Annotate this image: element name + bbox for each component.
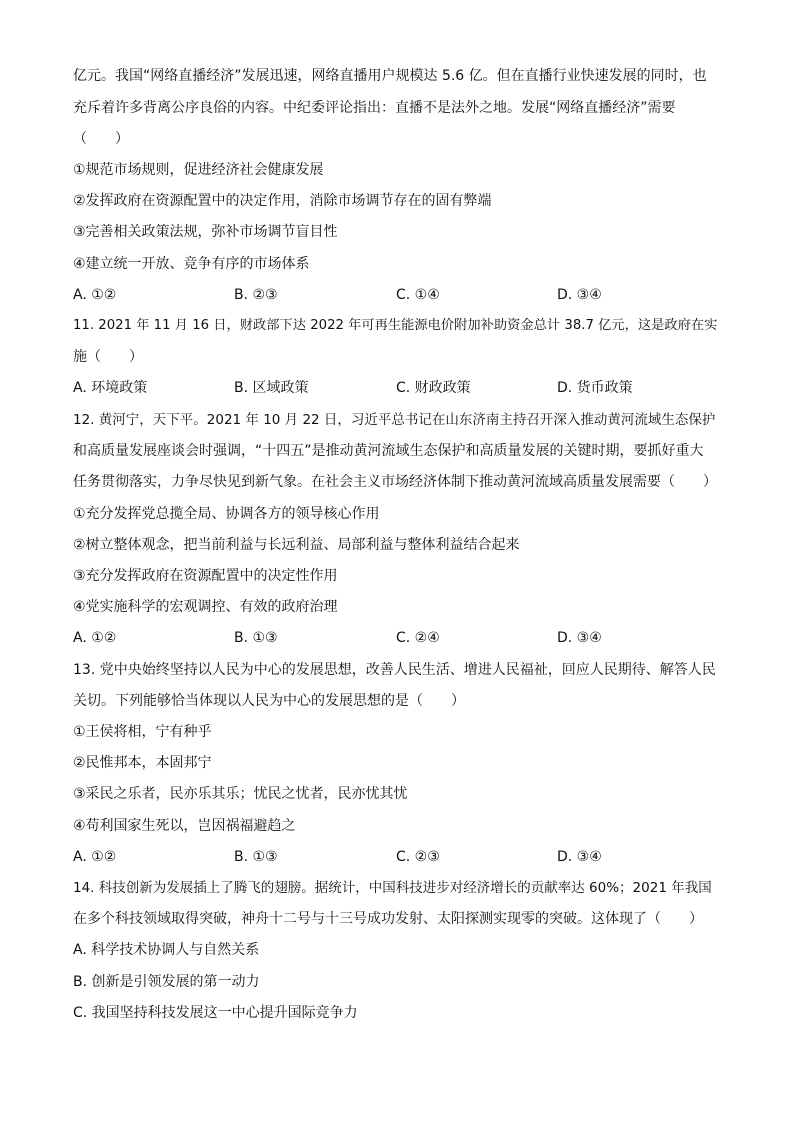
q11-option-b: B. 区域政策 [234,380,309,396]
q12-statement-2: ②树立整体观念，把当前利益与长远利益、局部利益与整体利益结合起来 [73,537,520,553]
q11-option-a: A. 环境政策 [73,380,148,396]
q12-stem-line-3: 任务贯彻落实，力争尽快见到新气象。在社会主义市场经济体制下推动黄河流域高质量发展需要（ ） [73,474,717,490]
q10-option-a: A. ①② [73,287,117,303]
q11-stem-line-1: 11. 2021 年 11 月 16 日，财政部下达 2022 年可再生能源电价附加补助资金总计 38.7 亿元，这是政府在实 [73,318,718,333]
q10-statement-2: ②发挥政府在资源配置中的决定作用，消除市场调节存在的固有弊端 [73,193,492,209]
q13-statement-1: ①王侯将相，宁有种乎 [73,724,212,740]
q10-option-b: B. ②③ [234,287,278,303]
q14-option-a: A. 科学技术协调人与自然关系 [73,942,260,958]
q13-option-a: A. ①② [73,849,117,865]
q12-statement-3: ③充分发挥政府在资源配置中的决定性作用 [73,568,338,584]
q13-statement-4: ④苟利国家生死以，岂因祸福避趋之 [73,818,296,834]
q13-stem-line-2: 关切。下列能够恰当体现以人民为中心的发展思想的是（ ） [73,693,465,709]
q14-stem-line-2: 在多个科技领域取得突破，神舟十二号与十三号成功发射、太阳探测实现零的突破。这体现了（ ） [73,911,703,927]
q12-stem-line-1: 12. 黄河宁，天下平。2021 年 10 月 22 日，习近平总书记在山东济南主持召开深入推动黄河流域生态保护 [73,412,716,428]
q13-option-d: D. ③④ [557,849,602,865]
q13-statement-3: ③采民之乐者，民亦乐其乐；忧民之忧者，民亦忧其忧 [73,786,408,802]
q10-stem-line-2: 充斥着许多背离公序良俗的内容。中纪委评论指出：直播不是法外之地。发展“网络直播经济”需要 [73,100,676,116]
q10-stem-line-3: （ ） [73,131,129,147]
q13-stem-line-1: 13. 党中央始终坚持以人民为中心的发展思想，改善人民生活、增进人民福祉，回应人民期待、解答人民 [73,662,716,678]
q12-option-d: D. ③④ [557,630,602,646]
q10-statement-4: ④建立统一开放、竞争有序的市场体系 [73,256,310,272]
q10-stem-line-1: 亿元。我国“网络直播经济”发展迅速，网络直播用户规模达 5.6 亿。但在直播行业快速发展的同时，也 [73,68,707,84]
q10-option-c: C. ①④ [396,287,440,303]
q11-stem-line-2: 施（ ） [73,349,143,365]
q12-statement-1: ①充分发挥党总揽全局、协调各方的领导核心作用 [73,506,380,522]
q10-option-d: D. ③④ [557,287,602,303]
q14-option-c: C. 我国坚持科技发展这一中心提升国际竞争力 [73,1005,358,1021]
q14-stem-line-1: 14. 科技创新为发展插上了腾飞的翅膀。据统计，中国科技进步对经济增长的贡献率达 60%；2021 年我国 [73,880,712,896]
q12-option-a: A. ①② [73,630,117,646]
q13-statement-2: ②民惟邦本，本固邦宁 [73,755,212,771]
q12-stem-line-2: 和高质量发展座谈会时强调，“十四五”是推动黄河流域生态保护和高质量发展的关键时期，要抓好重大 [73,443,704,459]
q11-option-d: D. 货币政策 [557,380,633,396]
q10-statement-1: ①规范市场规则，促进经济社会健康发展 [73,162,324,178]
q12-statement-4: ④党实施科学的宏观调控、有效的政府治理 [73,599,338,615]
q10-statement-3: ③完善相关政策法规，弥补市场调节盲目性 [73,224,338,240]
q11-option-c: C. 财政政策 [396,380,471,396]
q13-option-c: C. ②③ [396,849,440,865]
q12-option-c: C. ②④ [396,630,440,646]
q13-option-b: B. ①③ [234,849,278,865]
q12-option-b: B. ①③ [234,630,278,646]
q14-option-b: B. 创新是引领发展的第一动力 [73,974,260,990]
